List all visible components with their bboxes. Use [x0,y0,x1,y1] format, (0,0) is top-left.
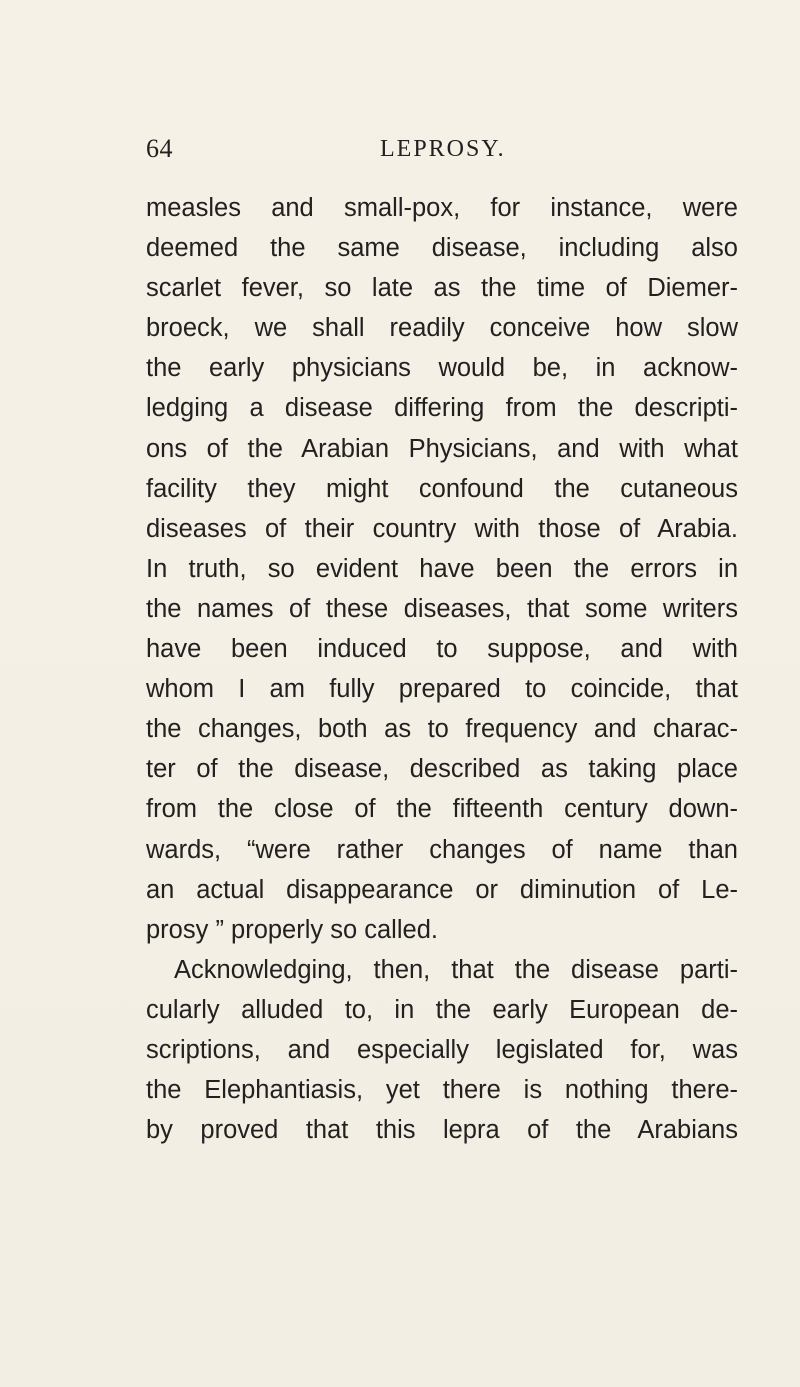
text-line: cularly alluded to, in the early European de- [146,995,738,1024]
text-line: ons of the Arabian Physicians, and with what [146,434,738,463]
text-line: by proved that this lepra of the Arabians [146,1116,738,1145]
text-line: an actual disappearance or diminution of Le- [146,875,738,904]
text-line: scarlet fever, so late as the time of Diemer- [146,274,738,303]
text-line: the names of these diseases, that some writers [146,594,738,623]
body-text [146,188,738,1150]
page-header [146,134,738,174]
text-line: deemed the same disease, including also [146,234,738,263]
text-line: scriptions, and especially legislated for, was [146,1035,738,1064]
running-head: LEPROSY. [380,136,506,162]
text-line: whom I am fully prepared to coincide, that [146,675,738,704]
text-line: the early physicians would be, in acknow- [146,354,738,383]
text-line: ledging a disease differing from the descripti- [146,394,738,423]
text-line: the Elephantiasis, yet there is nothing there- [146,1076,738,1105]
page-number: 64 [146,134,173,163]
text-line: the changes, both as to frequency and charac- [146,715,738,744]
text-line: diseases of their country with those of Arabia. [146,514,738,543]
text-line: wards, “were rather changes of name than [146,835,738,864]
text-line: ter of the disease, described as taking place [146,755,738,784]
text-line: In truth, so evident have been the errors in [146,554,738,583]
text-line: from the close of the fifteenth century down- [146,795,738,824]
text-line: broeck, we shall readily conceive how slow [146,314,738,343]
text-line: facility they might confound the cutaneous [146,474,738,503]
paragraph-end-line: prosy ” properly so called. [146,915,438,944]
paragraph-start-line: Acknowledging, then, that the disease parti- [174,955,738,984]
text-line: have been induced to suppose, and with [146,635,738,664]
text-line: measles and small-pox, for instance, were [146,194,738,222]
